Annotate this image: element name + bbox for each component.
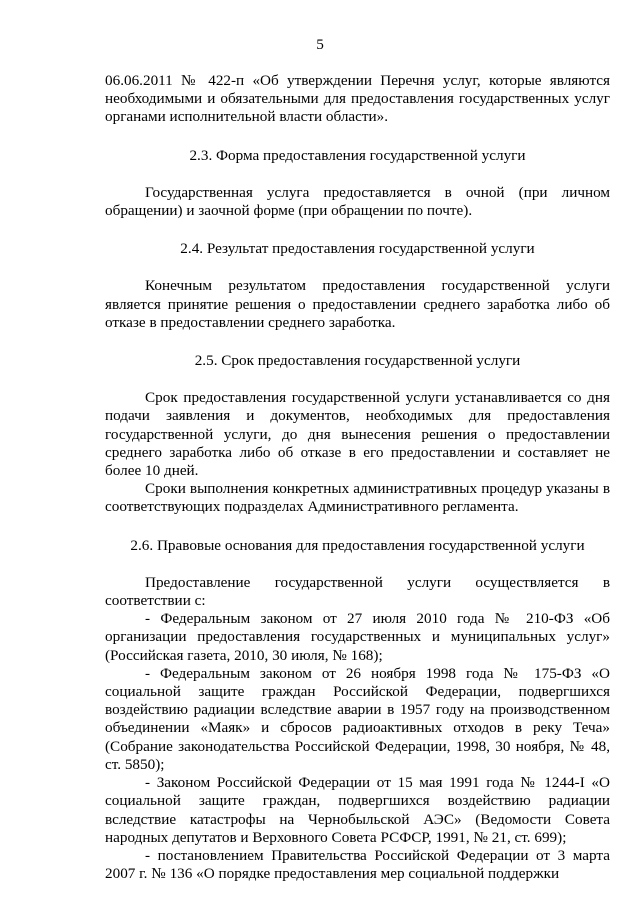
legal-basis-item: - Федеральным законом от 26 ноября 1998 года № 175-ФЗ «О социальной защите граждан Российской Федерации, подвергшихся воздействию радиации вследствие аварии в 1957 году на производственном объединении «Маяк» и сбросов радиоактивных отходов в реку Теча» (Собрание законодательства Российской Федерации, 1998, 30 ноября, № 48, ст. 5850); [105,664,610,773]
section-2-5-text-2: Сроки выполнения конкретных административных процедур указаны в соответствующих подразделах Административного регламента. [105,480,610,516]
section-2-6-intro: Предоставление государственной услуги осуществляется в соответствии с: [105,573,610,610]
section-2-3-heading: 2.3. Форма предоставления государственной услуги [189,146,526,164]
section-2-5-text-1: Срок предоставления государственной услуги устанавливается со дня подачи заявления и документов, необходимых для предоставления государственной услуги, до дня вынесения решения о предоставлении среднего заработка либо об отказе в его предоставлении и составляет не более 10 дней. [105,389,610,480]
legal-basis-item: - постановлением Правительства Российской Федерации от 3 марта 2007 г. № 136 «О порядке предоставления мер социальной поддержки [105,846,610,883]
section-2-3-text: Государственная услуга предоставляется в очной (при личном обращении) и заочной форме (при обращении по почте). [105,183,610,220]
intro-paragraph: 06.06.2011 № 422-п «Об утверждении Перечня услуг, которые являются необходимыми и обязательными для предоставления государственных услуг органами исполнительной власти области». [105,72,610,126]
page-number: 5 [316,36,324,53]
document-body [105,72,610,883]
section-2-4-text: Конечным результатом предоставления государственной услуги является принятие решения о предоставлении среднего заработка либо об отказе в предоставлении среднего заработка. [105,277,610,331]
section-2-4-heading: 2.4. Результат предоставления государственной услуги [180,240,535,258]
section-2-5-heading: 2.5. Срок предоставления государственной услуги [194,352,521,370]
section-2-6-heading: 2.6. Правовые основания для предоставления государственной услуги [130,536,585,554]
legal-basis-item: - Законом Российской Федерации от 15 мая 1991 года № 1244-I «О социальной защите граждан, подвергшихся воздействию радиации вследствие катастрофы на Чернобыльской АЭС» (Ведомости Совета народных депутатов и Верховного Совета РСФСР, 1991, № 21, ст. 699); [105,774,610,846]
legal-basis-item: - Федеральным законом от 27 июля 2010 года № 210-ФЗ «Об организации предоставления государственных и муниципальных услуг» (Российская газета, 2010, 30 июля, № 168); [105,610,610,664]
